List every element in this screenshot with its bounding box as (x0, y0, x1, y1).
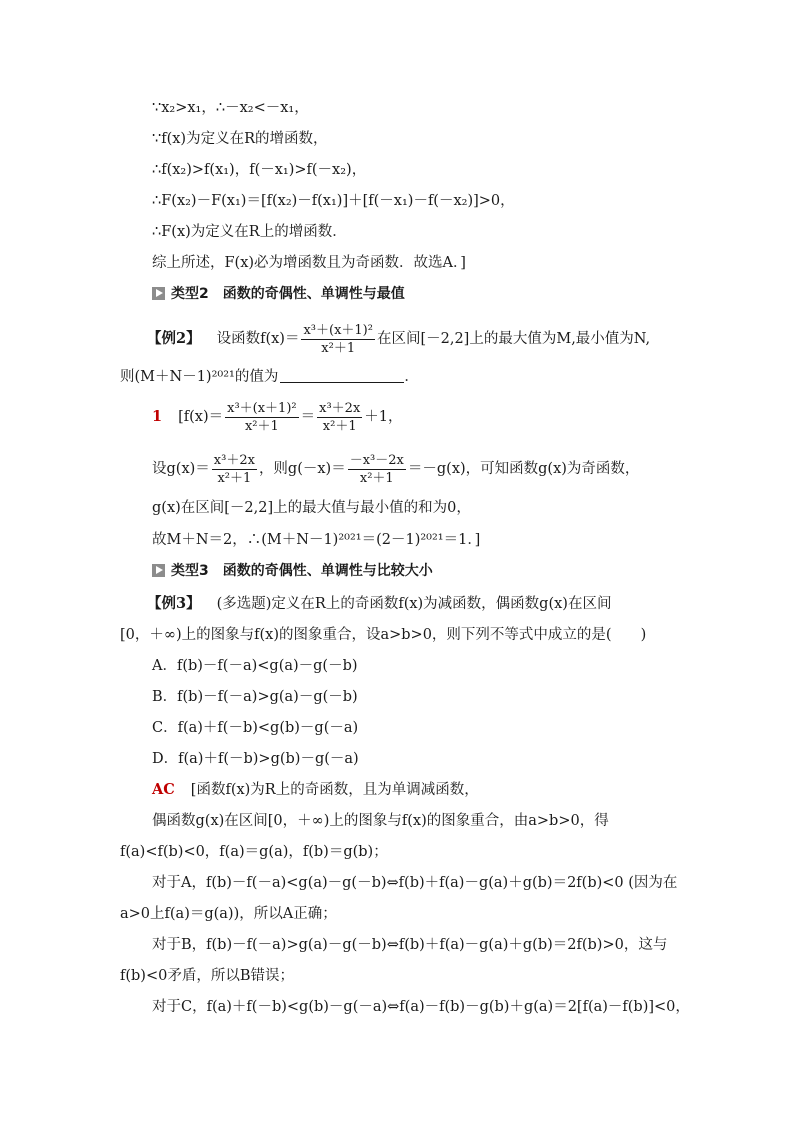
fraction-denominator: x²＋1 (244, 418, 279, 434)
fraction-numerator: －x³－2x (349, 452, 404, 468)
proof-conclusion: 综上所述，F(x)必为增函数且为奇函数．故选A．] (152, 255, 466, 271)
example3-solution-line-6: 对于B，f(b)－f(－a)>g(a)－g(－b)⇔f(b)＋f(a)－g(a)＋g(b)＝2f(b)>0，这与 (152, 937, 668, 953)
example3-solution-line-2: 偶函数g(x)在区间[0，＋∞)上的图象与f(x)的图象重合，由a>b>0，得 (152, 813, 609, 829)
solution-text: ，则g(－x)＝ (258, 461, 346, 477)
fraction (317, 401, 362, 434)
fraction (348, 453, 406, 486)
example3-solution-line-8: 对于C，f(a)＋f(－b)<g(b)－g(－a)⇔f(a)－f(b)－g(b)＋g(a)＝2[f(a)－f(b)]<0， (152, 999, 690, 1015)
stem-text: (多选题)定义在R上的奇函数f(x)为减函数，偶函数g(x)在区间 (216, 596, 612, 612)
solution-text: [函数f(x)为R上的奇函数，且为单调减函数， (190, 782, 479, 798)
example-label: 【例3】 (147, 595, 201, 612)
example2-solution-line-1 (152, 400, 403, 434)
fraction (225, 401, 299, 434)
option-c: C．f(a)＋f(－b)<g(b)－g(－a) (152, 720, 359, 736)
solution-text: [f(x)＝ (178, 409, 224, 425)
fraction-numerator: x³＋2x (319, 400, 361, 416)
fraction-denominator: x²＋1 (321, 340, 356, 356)
option-d: D．f(a)＋f(－b)>g(b)－g(－a) (152, 751, 359, 767)
play-triangle-icon (152, 564, 165, 577)
fraction-denominator: x²＋1 (322, 418, 357, 434)
example2-solution-line-4: 故M＋N＝2，∴(M＋N－1)²⁰²¹＝(2－1)²⁰²¹＝1．] (152, 532, 481, 548)
example2-question-line (120, 367, 419, 387)
solution-text: ＝－g(x)，可知函数g(x)为奇函数， (407, 461, 640, 477)
solution-text: 设g(x)＝ (152, 461, 210, 477)
stem-text: 设函数f(x)＝ (216, 331, 300, 347)
example3-stem-line-2: [0，＋∞)上的图象与f(x)的图象重合，设a>b>0，则下列不等式中成立的是( ) (120, 627, 647, 643)
proof-line-4: ∴F(x₂)－F(x₁)＝[f(x₂)－f(x₁)]＋[f(－x₁)－f(－x₂)]>0， (152, 193, 515, 209)
question-text: 则(M＋N－1)²⁰²¹的值为 (120, 369, 279, 385)
example2-solution-line-3: g(x)在区间[－2,2]上的最大值与最小值的和为0， (152, 500, 471, 516)
fraction-numerator: x³＋(x＋1)² (227, 400, 297, 416)
example3-solution-line-7: f(b)<0矛盾，所以B错误； (120, 968, 294, 984)
fraction-numerator: x³＋(x＋1)² (303, 322, 373, 338)
proof-line-1: ∵x₂>x₁，∴－x₂<－x₁， (152, 100, 309, 116)
example3-solution-line-4: 对于A，f(b)－f(－a)<g(a)－g(－b)⇔f(b)＋f(a)－g(a)＋g(b)＝2f(b)<0 (因为在 (152, 875, 678, 891)
question-end: ． (404, 369, 419, 385)
example3-solution-line-1 (152, 780, 479, 800)
option-a: A．f(b)－f(－a)<g(a)－g(－b) (152, 658, 358, 674)
answer-blank (280, 368, 404, 383)
section-title: 类型3 函数的奇偶性、单调性与比较大小 (171, 563, 433, 579)
play-triangle-icon (152, 287, 165, 300)
fraction-denominator: x²＋1 (217, 470, 252, 486)
answer-key: 1 (152, 408, 163, 425)
example2-solution-line-2 (152, 452, 639, 486)
example2-stem (147, 322, 650, 356)
example3-stem-line-1 (147, 594, 611, 614)
fraction-denominator: x²＋1 (359, 470, 394, 486)
section-heading-type2 (152, 284, 405, 304)
example3-solution-line-3: f(a)<f(b)<0，f(a)＝g(a)，f(b)＝g(b)； (120, 844, 388, 860)
section-heading-type3 (152, 561, 433, 581)
example3-solution-line-5: a>0上f(a)＝g(a))，所以A正确； (120, 906, 337, 922)
proof-line-3: ∴f(x₂)>f(x₁)，f(－x₁)>f(－x₂)， (152, 162, 367, 178)
solution-text: ＋1， (364, 409, 403, 425)
proof-line-5: ∴F(x)为定义在R上的增函数． (152, 224, 347, 240)
fraction (301, 323, 375, 356)
answer-key: AC (152, 781, 175, 798)
equals-sign: ＝ (300, 409, 316, 425)
stem-text: 在区间[－2,2]上的最大值为M,最小值为N, (376, 331, 651, 347)
section-title: 类型2 函数的奇偶性、单调性与最值 (171, 286, 405, 302)
example-label: 【例2】 (147, 330, 201, 347)
fraction-numerator: x³＋2x (213, 452, 255, 468)
option-b: B．f(b)－f(－a)>g(a)－g(－b) (152, 689, 358, 705)
fraction (212, 453, 257, 486)
proof-line-2: ∵f(x)为定义在R的增函数， (152, 131, 328, 147)
